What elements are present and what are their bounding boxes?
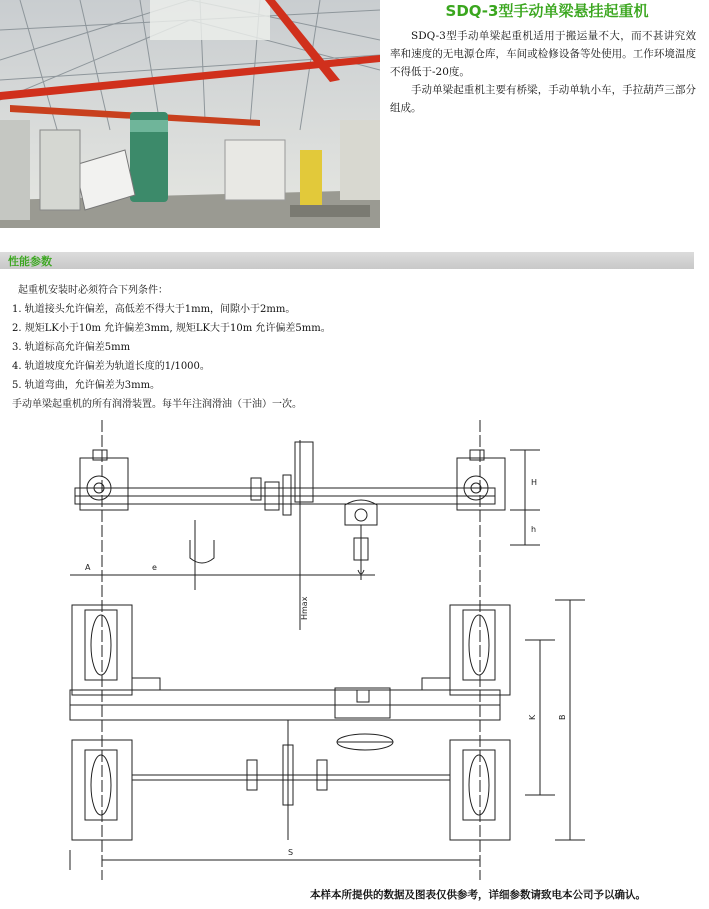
dim-label-h: h bbox=[531, 525, 537, 534]
dim-label-K: K bbox=[528, 714, 537, 720]
requirements-list bbox=[12, 281, 612, 414]
section-title: 性能参数 bbox=[8, 255, 52, 268]
requirement-item: 3. 轨道标高允许偏差5mm bbox=[12, 342, 131, 353]
dim-label-S: S bbox=[288, 848, 294, 857]
intro-paragraph-2: 手动单梁起重机主要有桥梁，手动单轨小车，手拉葫芦三部分组成。 bbox=[390, 84, 696, 114]
section-header bbox=[0, 252, 694, 269]
crane-photo bbox=[0, 0, 380, 228]
intro-paragraph-1: SDQ-3型手动单梁起重机适用于搬运量不大，而不甚讲究效率和速度的无电源仓库，车间或检修设备等处使用。工作环境温度不得低于-20度。 bbox=[390, 30, 696, 78]
requirements-heading: 起重机安装时必须符合下列条件： bbox=[18, 285, 168, 296]
requirement-item: 5. 轨道弯曲，允许偏差为3mm。 bbox=[12, 380, 161, 391]
dim-label-H: H bbox=[531, 478, 538, 487]
dim-label-B: B bbox=[558, 714, 567, 720]
dim-label-A: A bbox=[85, 563, 91, 572]
disclaimer-text: 本样本所提供的数据及图表仅供参考，详细参数请致电本公司予以确认。 bbox=[310, 889, 646, 901]
intro-text bbox=[390, 27, 696, 117]
dim-label-e: e bbox=[152, 563, 157, 572]
page-title: SDQ-3型手动单梁悬挂起重机 bbox=[445, 2, 649, 20]
requirement-item: 4. 轨道坡度允许偏差为轨道长度的1/1000。 bbox=[12, 361, 210, 372]
requirement-item: 1. 轨道接头允许偏差，高低差不得大于1mm，间隙小于2mm。 bbox=[12, 304, 296, 315]
crane-technical-drawing bbox=[55, 420, 595, 880]
requirement-note: 手动单梁起重机的所有润滑装置。每半年注润滑油（干油）一次。 bbox=[12, 399, 302, 410]
dim-label-Hmax: Hmax bbox=[300, 596, 309, 620]
requirement-item: 2. 规矩LK小于10m 允许偏差3mm, 规矩LK大于10m 允许偏差5mm。 bbox=[12, 323, 331, 334]
